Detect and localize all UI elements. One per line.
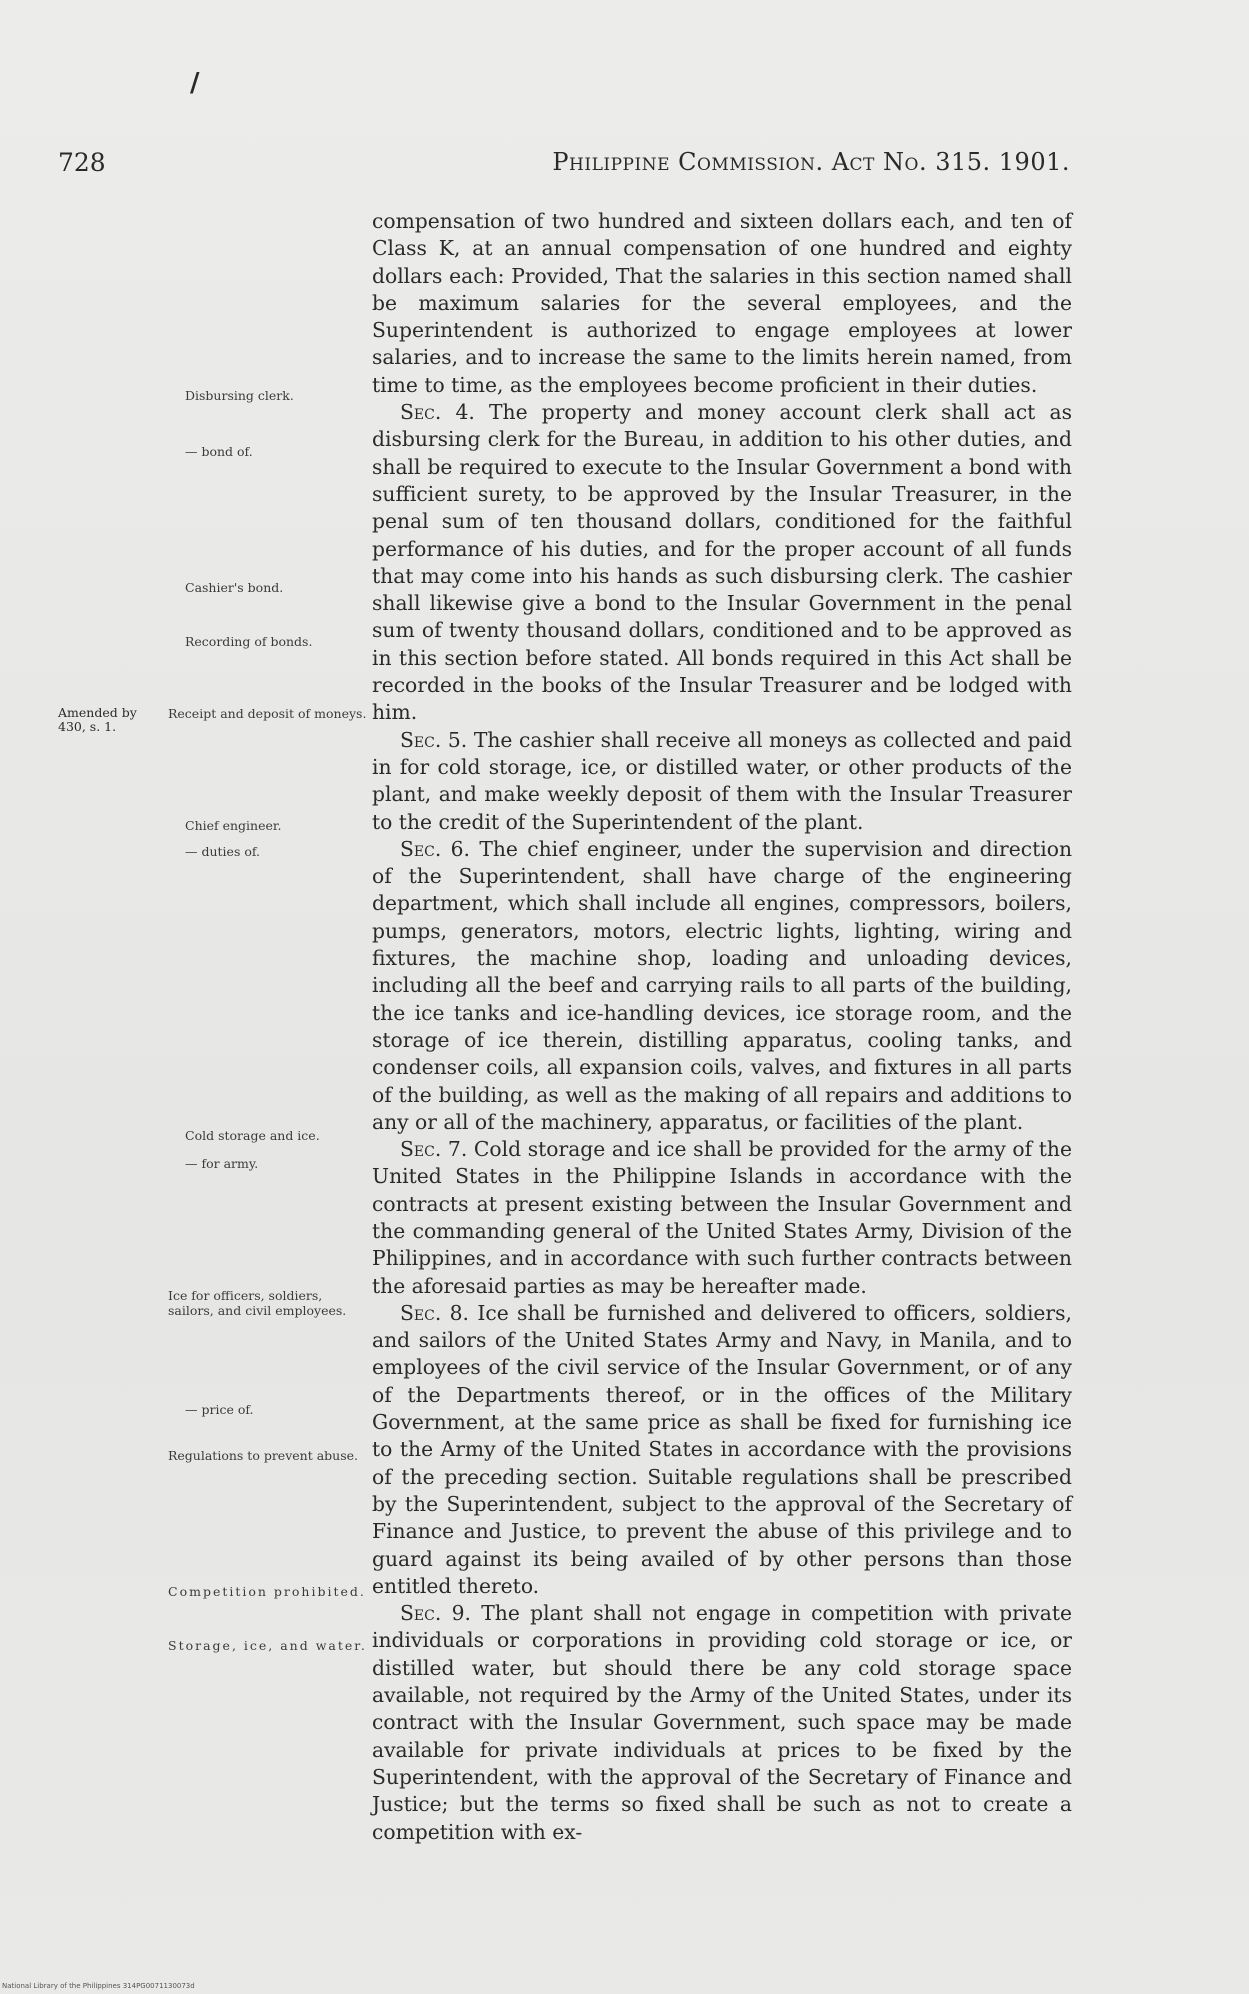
section-6 — [372, 836, 1072, 1136]
paragraph-text: The cashier shall receive all moneys as collected and paid in for cold storage, ice, or distilled water, or other products of the plant, and make weekly deposit of them with the Insular Treasurer to the credit of the Superintendent of the plant. — [372, 727, 1072, 834]
paragraph-continuation — [372, 208, 1072, 399]
note-receipt-deposit: Receipt and deposit of moneys. — [168, 706, 367, 721]
main-text — [372, 208, 1072, 1846]
paragraph-text: Cold storage and ice shall be provided for the army of the United States in the Philippine Islands in accordance with the contracts at present existing between the Insular Government and the commanding general of the United States Army, Division of the Philippines, and in accordance with such further contracts between the aforesaid parties as may be hereafter made. — [372, 1137, 1072, 1298]
note-cold-storage: Cold storage and ice. — [185, 1128, 320, 1143]
margin-notes — [0, 0, 372, 1994]
section-8 — [372, 1300, 1072, 1600]
note-bond-of: — bond of. — [185, 444, 253, 459]
running-title: Philippine Commission. Act No. 315. 1901. — [552, 148, 1070, 176]
section-label: Sec. 5. — [400, 727, 468, 752]
note-price-of: — price of. — [185, 1402, 254, 1417]
note-chief-engineer: Chief engineer. — [185, 818, 282, 833]
section-label: Sec. 4. — [400, 400, 475, 425]
section-9 — [372, 1600, 1072, 1846]
section-label: Sec. 8. — [400, 1300, 469, 1325]
section-4 — [372, 399, 1072, 727]
page-number: 728 — [58, 148, 106, 177]
section-7 — [372, 1136, 1072, 1300]
scan-footer: National Library of the Philippines 314PG0071130073d — [2, 1982, 195, 1990]
amended-note: Amended by 430, s. 1. — [58, 705, 137, 734]
pen-mark: / — [190, 68, 200, 98]
note-disbursing-clerk: Disbursing clerk. — [185, 388, 294, 403]
note-recording-of-bonds: Recording of bonds. — [185, 634, 313, 649]
note-storage-water: Storage, ice, and water. — [168, 1638, 367, 1653]
paragraph-text: Ice shall be furnished and delivered to officers, soldiers, and sailors of the United States Army and Navy, in Manila, and to employees of the civil service of the Insular Government, or of any of the Departments thereof, or in the offices of the Military Government, at the same price as shall be fixed for furnishing ice to the Army of the United States in accordance with the provisions of the preceding section. Suitable regulations shall be prescribed by the Superintendent, subject to the approval of the Secretary of Finance and Justice, to prevent the abuse of this privilege and to guard against its being availed of by other persons than those entitled thereto. — [372, 1300, 1072, 1598]
paragraph-text: compensation of two hundred and sixteen dollars each, and ten of Class K, at an annual compensation of one hundred and eighty dollars each: Provided, That the salaries in this section named shall be maximum salaries for the several employees, and the Superintendent is authorized to engage employees at lower salaries, and to increase the same to the limits herein named, from time to time, as the employees become proficient in their duties. — [372, 209, 1072, 397]
note-for-army: — for army. — [185, 1156, 259, 1171]
section-label: Sec. 9. — [400, 1601, 471, 1626]
note-duties-of: — duties of. — [185, 844, 261, 859]
note-cashiers-bond: Cashier's bond. — [185, 580, 284, 595]
paragraph-text: The plant shall not engage in competition with private individuals or corporations in providing cold storage or ice, or distilled water, but should there be any cold storage space available, not required by the Army of the United States, under its contract with the Insular Government, such space may be made available for private individuals at prices to be fixed by the Superintendent, with the approval of the Secretary of Finance and Justice; but the terms so fixed shall be such as not to create a competition with ex- — [372, 1601, 1072, 1844]
section-label: Sec. 7. — [400, 1137, 468, 1162]
note-competition: Competition prohibited. — [168, 1584, 366, 1599]
paragraph-text: The property and money account clerk shall act as disbursing clerk for the Bureau, in addition to his other duties, and shall be required to execute to the Insular Government a bond with sufficient surety, to be approved by the Insular Treasurer, in the penal sum of ten thousand dollars, conditioned for the faithful performance of his duties, and for the proper account of all funds that may come into his hands as such disbursing clerk. The cashier shall likewise give a bond to the Insular Government in the penal sum of twenty thousand dollars, conditioned and to be approved as in this section before stated. All bonds required in this Act shall be recorded in the books of the Insular Treasurer and be lodged with him. — [372, 400, 1072, 725]
paragraph-text: The chief engineer, under the supervision and direction of the Superintendent, shall have charge of the engineering department, which shall include all engines, compressors, boilers, pumps, generators, motors, electric lights, lighting, wiring and fixtures, the machine shop, loading and unloading devices, including all the beef and carrying rails to all parts of the building, the ice tanks and ice-handling devices, ice storage room, and the storage of ice therein, distilling apparatus, cooling tanks, and condenser coils, all expansion coils, valves, and fixtures in all parts of the building, as well as the making of all repairs and additions to any or all of the machinery, apparatus, or facilities of the plant. — [372, 836, 1073, 1134]
section-5 — [372, 727, 1072, 836]
note-ice-officers: Ice for officers, soldiers, sailors, and civil employees. — [168, 1288, 347, 1318]
note-regulations: Regulations to prevent abuse. — [168, 1448, 358, 1463]
section-label: Sec. 6. — [400, 836, 470, 861]
